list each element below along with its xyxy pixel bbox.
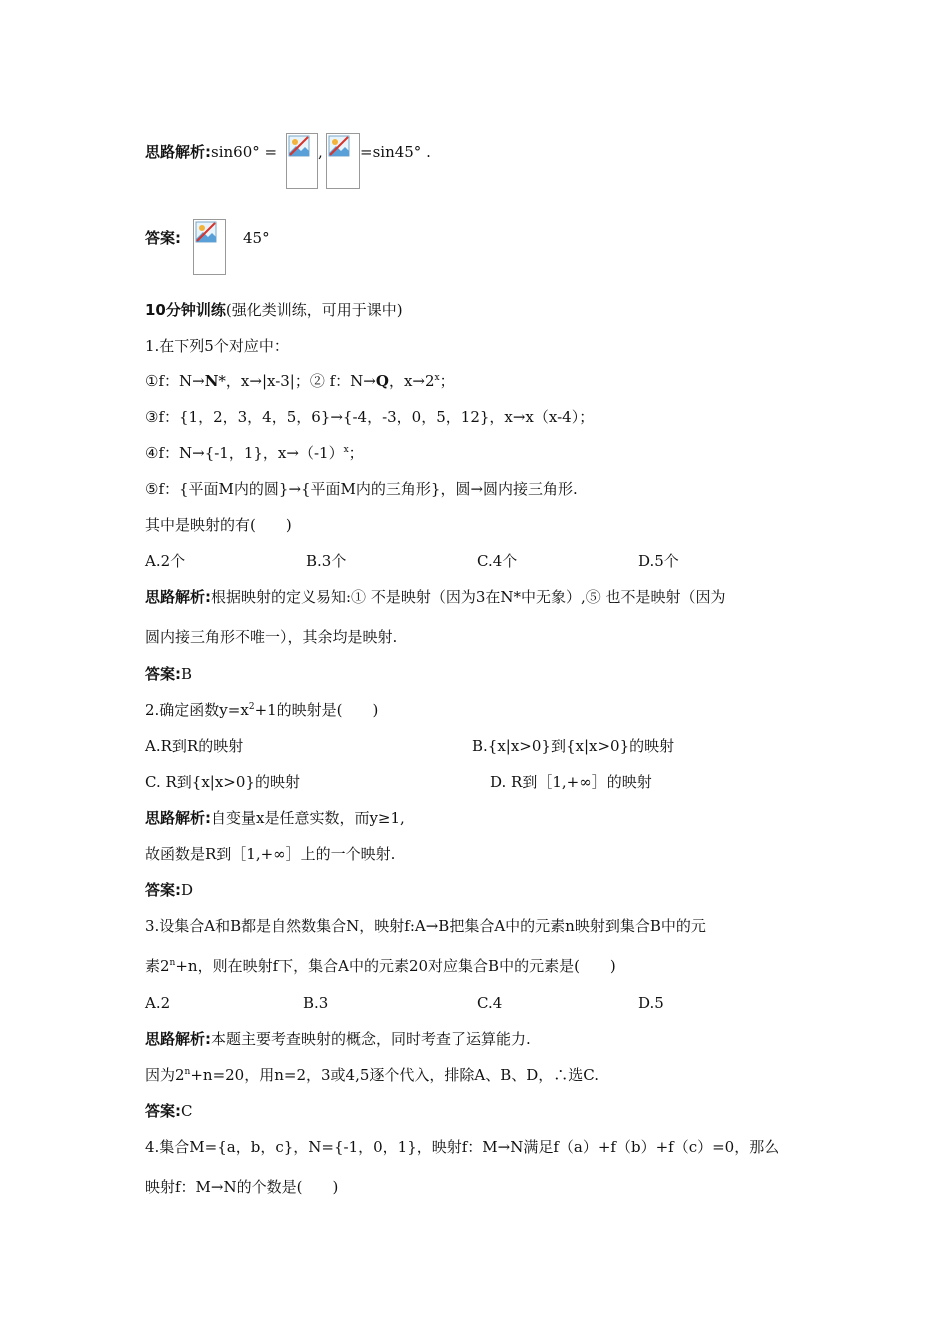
q0-analysis-comma: ,: [318, 143, 323, 161]
q3-analysis-line2: 因为$2^n+n=20$，用n=2，3或4,5逐个代入，排除A、B、D，∴选C.: [145, 1066, 599, 1084]
q2-analysis-line2: 故函数是R到［1,+∞］上的一个映射.: [145, 845, 396, 863]
answer-label: 答案:: [145, 229, 181, 247]
q2-analysis-text: 自变量x是任意实数，而y≥1,: [211, 809, 405, 827]
q0-analysis-b: =sin45° .: [360, 143, 431, 161]
q1-analysis-text: 根据映射的定义易知:① 不是映射（因为3在N*中无象）,⑤ 也不是映射（因为: [211, 588, 726, 606]
q1-answer-value: B: [181, 665, 193, 683]
q1-item-1: ①f：N→N*，x→|x-3|；② f：N→Q，$x\to 2^x$；: [145, 372, 455, 390]
q0-analysis: [145, 142, 277, 162]
answer-label: 答案:: [145, 665, 181, 683]
q1-analysis-line2: 圆内接三角形不唯一），其余均是映射.: [145, 628, 398, 646]
q1-item-4: ④f：N→{-1，1}，$x\to(-1)^x$；: [145, 444, 364, 462]
q3-answer: [145, 1101, 192, 1121]
q3-stem-line2: 素$2^n+n$，则在映射f下，集合A中的元素20对应集合B中的元素是( ): [145, 957, 616, 975]
q2-option-c: C. R到{x|x>0}的映射: [145, 773, 300, 791]
answer-label: 答案:: [145, 1102, 181, 1120]
q1-item-3: ③f：{1，2，3，4，5，6}→{-4，-3，0，5，12}，x→x（x-4）；: [145, 408, 595, 426]
q3-option-c: C.4: [477, 994, 503, 1012]
analysis-label: 思路解析:: [145, 809, 211, 827]
broken-image-icon: [193, 219, 226, 275]
q4-stem-line2: 映射f：M→N的个数是( ): [145, 1178, 339, 1196]
analysis-label: 思路解析:: [145, 588, 211, 606]
q0-analysis-label: 思路解析:: [145, 143, 211, 161]
q1-analysis: [145, 587, 726, 607]
answer-label: 答案:: [145, 881, 181, 899]
q2-option-d: D. R到［1,+∞］的映射: [490, 773, 652, 791]
q3-option-d: D.5: [638, 994, 664, 1012]
q2-answer: [145, 880, 193, 900]
q1-option-b: B.3个: [306, 552, 347, 570]
q3-analysis-text: 本题主要考查映射的概念，同时考查了运算能力.: [211, 1030, 531, 1048]
q2-stem: 2.确定函数$y=x^2+1$的映射是( ): [145, 701, 379, 719]
q3-option-b: B.3: [303, 994, 329, 1012]
q3-stem-line1: 3.设集合A和B都是自然数集合N，映射f:A→B把集合A中的元素n映射到集合B中的元: [145, 917, 706, 935]
q4-stem-line1: 4.集合M={a，b，c}，N={-1，0，1}，映射f：M→N满足f（a）+f（b）+f（c）=0，那么: [145, 1138, 780, 1156]
q1-question: 其中是映射的有( ): [145, 516, 292, 534]
q3-answer-value: C: [181, 1102, 193, 1120]
section-note: (强化类训练，可用于课中): [225, 301, 403, 319]
q1-option-a: A.2个: [145, 552, 186, 570]
q3-option-a: A.2: [145, 994, 171, 1012]
q3-analysis: [145, 1029, 531, 1049]
q0-answer-label: [145, 228, 181, 248]
analysis-label: 思路解析:: [145, 1030, 211, 1048]
q2-option-a: A.R到R的映射: [145, 737, 244, 755]
q2-analysis: [145, 808, 405, 828]
q1-option-d: D.5个: [638, 552, 679, 570]
section-title: 10分钟训练: [145, 301, 226, 319]
q2-answer-value: D: [181, 881, 194, 899]
q1-stem: 1.在下列5个对应中：: [145, 337, 289, 355]
q0-answer-value: 45°: [243, 229, 270, 247]
q1-option-c: C.4个: [477, 552, 518, 570]
section-heading: [145, 300, 403, 320]
broken-image-icon: [286, 133, 318, 189]
q1-answer: [145, 664, 192, 684]
q0-analysis-a: sin60° =: [211, 143, 278, 161]
q2-option-b: B.{x|x>0}到{x|x>0}的映射: [472, 737, 675, 755]
broken-image-icon: [326, 133, 360, 189]
q1-item-5: ⑤f：{平面M内的圆}→{平面M内的三角形}，圆→圆内接三角形.: [145, 480, 578, 498]
